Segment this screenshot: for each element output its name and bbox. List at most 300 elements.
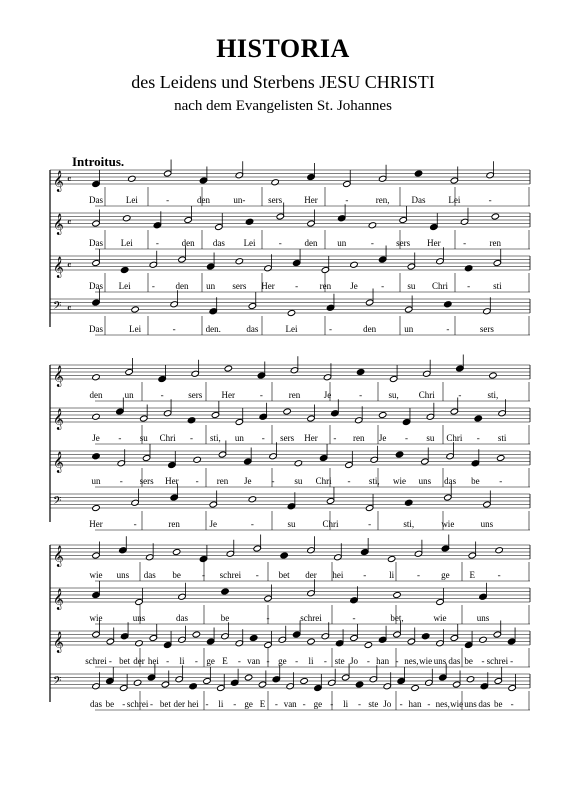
- lyric-syllable: ren,: [375, 195, 390, 205]
- lyric-syllable: -: [323, 656, 327, 666]
- lyric-syllable: su: [426, 433, 435, 443]
- note-head: [168, 461, 176, 468]
- lyric-syllable: wie: [433, 613, 447, 623]
- lyric-syllable: -: [467, 281, 471, 291]
- note-head: [218, 451, 226, 458]
- time-signature: 𝄴: [67, 175, 72, 186]
- note-head: [328, 679, 336, 686]
- lyric-syllable: uns: [116, 570, 130, 580]
- note-head: [257, 372, 265, 379]
- lyric-syllable: li: [218, 699, 224, 709]
- note-head: [507, 638, 515, 645]
- note-head: [249, 634, 257, 641]
- note-head: [290, 367, 298, 374]
- note-head: [466, 676, 474, 683]
- note-head: [334, 554, 342, 561]
- note-head: [120, 684, 128, 691]
- note-head: [307, 638, 315, 645]
- note-head: [106, 677, 114, 684]
- note-head: [356, 368, 364, 375]
- note-head: [337, 215, 345, 222]
- lyric-syllable: -: [266, 656, 270, 666]
- note-head: [393, 591, 401, 598]
- note-head: [350, 597, 358, 604]
- note-head: [393, 631, 401, 638]
- note-head: [361, 548, 369, 555]
- note-head: [178, 636, 186, 643]
- note-head: [483, 308, 491, 315]
- lyric-syllable: hei: [187, 699, 199, 709]
- note-head: [187, 417, 195, 424]
- lyric-syllable: -: [476, 433, 480, 443]
- lyric-syllable: Lei: [285, 324, 298, 334]
- lyric-syllable: der: [173, 699, 185, 709]
- lyric-syllable: Her: [261, 281, 275, 291]
- lyric-syllable: -: [405, 433, 409, 443]
- note-head: [191, 370, 199, 377]
- note-head: [287, 309, 295, 316]
- lyric-syllable: das: [176, 613, 188, 623]
- note-head: [421, 458, 429, 465]
- lyric-syllable: -: [499, 476, 503, 486]
- note-head: [496, 454, 504, 461]
- note-head: [175, 676, 183, 683]
- note-head: [92, 631, 100, 638]
- lyric-syllable: den.: [205, 324, 221, 334]
- lyric-syllable: -: [172, 324, 176, 334]
- lyric-syllable: sers: [139, 476, 154, 486]
- note-head: [471, 460, 479, 467]
- lyric-syllable: -: [259, 390, 263, 400]
- note-head: [287, 503, 295, 510]
- lyric-syllable: wie: [393, 476, 407, 486]
- note-head: [193, 456, 201, 463]
- lyric-syllable: den: [175, 281, 189, 291]
- lyric-syllable: uns: [476, 613, 490, 623]
- lyric-syllable: un: [404, 324, 414, 334]
- lyric-syllable: der: [133, 656, 145, 666]
- lyric-syllable: der: [305, 570, 317, 580]
- lyric-syllable: ste: [334, 656, 345, 666]
- note-head: [163, 410, 171, 417]
- note-head: [135, 598, 143, 605]
- lyric-syllable: den: [181, 238, 195, 248]
- note-head: [326, 497, 334, 504]
- lyric-syllable: uns: [480, 519, 494, 529]
- note-head: [444, 301, 452, 308]
- note-head: [163, 641, 171, 648]
- lyric-syllable: Her: [89, 519, 103, 529]
- lyric-syllable: be: [220, 613, 230, 623]
- lyric-syllable: be: [172, 570, 181, 580]
- lyric-syllable: -: [295, 281, 299, 291]
- lyric-syllable: -: [347, 476, 351, 486]
- lyric-syllable: Je: [92, 433, 100, 443]
- lyric-syllable: -: [510, 656, 514, 666]
- note-head: [286, 683, 294, 690]
- note-head: [199, 555, 207, 562]
- lyric-syllable: sti,: [403, 519, 415, 529]
- lyric-syllable: un: [337, 238, 347, 248]
- lyric-syllable: wie: [89, 570, 103, 580]
- note-head: [184, 216, 192, 223]
- lyric-syllable: ren: [288, 390, 301, 400]
- lyric-syllable: -: [195, 476, 199, 486]
- lyric-syllable: be: [105, 699, 115, 709]
- note-head: [92, 552, 100, 559]
- lyric-syllable: Je: [350, 281, 358, 291]
- lyric-syllable: bet: [119, 656, 131, 666]
- note-head: [456, 365, 464, 372]
- lyric-syllable: ge: [441, 570, 450, 580]
- lyric-syllable: -: [370, 238, 374, 248]
- lyric-syllable: -: [358, 699, 362, 709]
- note-head: [450, 408, 458, 415]
- note-head: [292, 631, 300, 638]
- note-head: [258, 681, 266, 688]
- lyric-syllable: E: [469, 570, 475, 580]
- time-signature: 𝄴: [67, 304, 72, 315]
- lyric-syllable: den: [89, 390, 103, 400]
- note-head: [414, 550, 422, 557]
- note-head: [493, 631, 501, 638]
- note-head: [147, 674, 155, 681]
- lyric-syllable: -: [368, 519, 372, 529]
- lyric-syllable: li: [389, 570, 395, 580]
- lyric-syllable: das: [212, 238, 225, 248]
- lyric-syllable: sti,: [487, 390, 499, 400]
- note-head: [135, 640, 143, 647]
- note-head: [474, 415, 482, 422]
- lyric-syllable: -: [151, 281, 155, 291]
- note-head: [117, 460, 125, 467]
- lyric-syllable: han: [376, 656, 390, 666]
- lyric-syllable: be: [494, 699, 503, 709]
- note-head: [436, 598, 444, 605]
- treble-clef-icon: 𝄞: [53, 257, 64, 278]
- lyric-syllable: sti,: [368, 476, 380, 486]
- lyric-syllable: wie: [89, 613, 103, 623]
- note-head: [253, 545, 261, 552]
- note-head: [341, 674, 349, 681]
- lyric-syllable: den: [197, 195, 210, 205]
- lyric-syllable: sers: [479, 324, 494, 334]
- note-head: [368, 222, 376, 229]
- note-head: [106, 638, 114, 645]
- note-head: [116, 408, 124, 415]
- lyric-syllable: das: [448, 656, 461, 666]
- note-head: [244, 458, 252, 465]
- note-head: [199, 177, 207, 184]
- lyric-syllable: -: [399, 699, 403, 709]
- lyric-syllable: uns: [132, 613, 146, 623]
- note-head: [292, 259, 300, 266]
- lyric-syllable: -: [381, 281, 385, 291]
- note-head: [508, 684, 516, 691]
- note-head: [172, 548, 180, 555]
- lyric-syllable: -: [352, 613, 356, 623]
- lyric-syllable: li: [308, 656, 314, 666]
- note-head: [321, 633, 329, 640]
- lyric-syllable: -: [366, 656, 370, 666]
- note-head: [131, 306, 139, 313]
- note-head: [498, 410, 506, 417]
- time-signature: 𝄴: [67, 218, 72, 229]
- lyric-syllable: ste: [368, 699, 379, 709]
- note-head: [211, 411, 219, 418]
- lyric-syllable: van: [283, 699, 297, 709]
- note-head: [178, 256, 186, 263]
- lyric-syllable: das: [143, 570, 156, 580]
- note-head: [489, 372, 497, 379]
- lyric-syllable: -: [149, 699, 153, 709]
- lyric-syllable: -: [395, 656, 399, 666]
- lyric-syllable: un-: [233, 195, 246, 205]
- lyric-syllable: li: [179, 656, 185, 666]
- lyric-syllable: su: [287, 519, 296, 529]
- treble-clef-icon: 𝄞: [53, 214, 64, 235]
- treble-clef-icon: 𝄞: [53, 409, 64, 430]
- lyric-syllable: un: [124, 390, 134, 400]
- lyric-syllable: Je: [209, 519, 218, 529]
- note-head: [495, 547, 503, 554]
- note-head: [122, 215, 130, 222]
- section-label: Introitus.: [72, 154, 125, 169]
- lyric-syllable: -: [274, 699, 278, 709]
- note-head: [149, 261, 157, 268]
- lyric-syllable: sers: [280, 433, 295, 443]
- lyric-syllable: nes,: [435, 699, 450, 709]
- lyric-syllable: -: [497, 570, 501, 580]
- lyric-syllable: Das: [411, 195, 426, 205]
- note-head: [402, 418, 410, 425]
- lyric-syllable: Chri: [322, 519, 339, 529]
- treble-clef-icon: 𝄞: [53, 452, 64, 473]
- lyric-syllable: -: [271, 476, 275, 486]
- note-head: [120, 633, 128, 640]
- note-head: [319, 454, 327, 461]
- note-head: [170, 301, 178, 308]
- page-subtitle-secondary: nach dem Evangelisten St. Johannes: [174, 98, 392, 114]
- lyric-syllable: Her: [304, 433, 318, 443]
- note-head: [397, 677, 405, 684]
- lyric-syllable: das: [478, 699, 491, 709]
- note-head: [326, 304, 334, 311]
- note-head: [280, 552, 288, 559]
- note-head: [248, 496, 256, 503]
- note-head: [486, 172, 494, 179]
- treble-clef-icon: 𝄞: [53, 632, 64, 653]
- note-head: [479, 636, 487, 643]
- lyric-syllable: -: [481, 656, 485, 666]
- note-head: [321, 266, 329, 273]
- lyric-syllable: ren: [168, 519, 180, 529]
- note-head: [378, 411, 386, 418]
- note-head: [407, 638, 415, 645]
- note-head: [92, 220, 100, 227]
- note-head: [206, 263, 214, 270]
- page-title: HISTORIA: [216, 34, 350, 63]
- note-head: [264, 265, 272, 272]
- note-head: [307, 220, 315, 227]
- lyric-syllable: -: [237, 656, 241, 666]
- lyric-syllable: schrei: [300, 613, 322, 623]
- note-head: [163, 170, 171, 177]
- lyric-syllable: -: [194, 656, 198, 666]
- note-head: [271, 179, 279, 186]
- lyric-syllable: -: [488, 195, 492, 205]
- note-head: [355, 681, 363, 688]
- lyric-syllable: hei: [332, 570, 344, 580]
- lyric-syllable: Chri: [315, 476, 332, 486]
- note-head: [387, 555, 395, 562]
- note-head: [335, 640, 343, 647]
- lyric-syllable: ge: [278, 656, 287, 666]
- lyric-syllable: Das: [89, 281, 103, 291]
- note-head: [244, 674, 252, 681]
- note-head: [331, 410, 339, 417]
- note-head: [343, 180, 351, 187]
- note-head: [364, 641, 372, 648]
- lyric-syllable: su: [407, 281, 416, 291]
- note-head: [170, 494, 178, 501]
- lyric-syllable: -: [233, 699, 237, 709]
- lyric-syllable: ge: [244, 699, 253, 709]
- lyric-syllable: ge: [206, 656, 215, 666]
- lyric-syllable: Je: [323, 390, 332, 400]
- note-head: [133, 679, 141, 686]
- lyric-syllable: Chri: [446, 433, 463, 443]
- note-head: [411, 684, 419, 691]
- lyric-syllable: sers: [396, 238, 411, 248]
- note-head: [125, 368, 133, 375]
- note-head: [259, 413, 267, 420]
- note-head: [378, 636, 386, 643]
- note-head: [245, 218, 253, 225]
- note-head: [92, 453, 100, 460]
- lyric-syllable: -: [417, 570, 420, 580]
- note-head: [468, 552, 476, 559]
- treble-clef-icon: 𝄞: [53, 546, 64, 567]
- note-head: [226, 550, 234, 557]
- note-head: [140, 415, 148, 422]
- lyric-syllable: Jo: [349, 656, 359, 666]
- note-head: [230, 679, 238, 686]
- lyric-syllable: ren: [216, 476, 229, 486]
- note-head: [209, 501, 217, 508]
- lyric-syllable: schrei: [219, 570, 242, 580]
- treble-clef-icon: 𝄞: [53, 366, 64, 387]
- note-head: [192, 631, 200, 638]
- lyric-syllable: -: [166, 195, 170, 205]
- lyric-syllable: wie: [450, 699, 464, 709]
- note-head: [350, 634, 358, 641]
- lyric-syllable: bet,: [390, 613, 404, 623]
- lyric-syllable: -: [133, 519, 137, 529]
- note-head: [389, 375, 397, 382]
- note-head: [436, 258, 444, 265]
- lyric-syllable: Chri: [431, 281, 449, 291]
- note-head: [480, 683, 488, 690]
- note-head: [426, 413, 434, 420]
- lyric-syllable: Chri: [159, 433, 176, 443]
- lyric-syllable: be: [471, 476, 480, 486]
- note-head: [464, 641, 472, 648]
- note-head: [452, 681, 460, 688]
- lyric-syllable: Her: [304, 195, 318, 205]
- note-head: [464, 265, 472, 272]
- lyric-syllable: -: [190, 433, 194, 443]
- lyric-syllable: -: [363, 570, 367, 580]
- lyric-syllable: hei: [147, 656, 159, 666]
- lyric-syllable: bet: [159, 699, 171, 709]
- lyric-syllable: be: [464, 656, 473, 666]
- lyric-syllable: Jo: [383, 699, 392, 709]
- lyric-syllable: -: [427, 699, 431, 709]
- note-head: [283, 408, 291, 415]
- note-head: [444, 494, 452, 501]
- lyric-syllable: -: [302, 699, 306, 709]
- treble-clef-icon: 𝄞: [53, 171, 64, 192]
- note-head: [128, 175, 136, 182]
- note-head: [278, 636, 286, 643]
- lyric-syllable: -: [329, 324, 333, 334]
- lyric-syllable: van: [247, 656, 261, 666]
- lyric-syllable: -: [278, 238, 282, 248]
- note-head: [436, 640, 444, 647]
- note-head: [404, 499, 412, 506]
- note-head: [119, 547, 127, 554]
- note-head: [92, 591, 100, 598]
- note-head: [307, 590, 315, 597]
- lyric-syllable: un: [206, 281, 216, 291]
- note-head: [446, 453, 454, 460]
- note-head: [142, 454, 150, 461]
- note-head: [92, 683, 100, 690]
- lyric-syllable: den: [304, 238, 318, 248]
- lyric-syllable: uns: [433, 656, 447, 666]
- note-head: [294, 460, 302, 467]
- lyric-syllable: han: [408, 699, 422, 709]
- lyric-syllable: Das: [89, 238, 103, 248]
- lyric-syllable: su: [294, 476, 303, 486]
- lyric-syllable: Lei: [120, 238, 133, 248]
- lyric-syllable: -: [155, 238, 159, 248]
- note-head: [300, 677, 308, 684]
- note-head: [450, 634, 458, 641]
- note-head: [399, 216, 407, 223]
- lyric-syllable: -: [250, 519, 254, 529]
- lyric-syllable: ge: [313, 699, 323, 709]
- note-head: [235, 418, 243, 425]
- note-head: [209, 308, 217, 315]
- note-head: [345, 461, 353, 468]
- lyric-syllable: -: [255, 570, 259, 580]
- lyric-syllable: schrei: [126, 699, 149, 709]
- note-head: [92, 374, 100, 381]
- lyric-syllable: sti,: [210, 433, 221, 443]
- lyric-syllable: den: [363, 324, 377, 334]
- note-head: [276, 213, 284, 220]
- note-head: [441, 545, 449, 552]
- lyric-syllable: Lei: [129, 324, 142, 334]
- lyric-syllable: -: [119, 476, 123, 486]
- note-head: [92, 299, 100, 306]
- lyric-syllable: E: [259, 699, 266, 709]
- lyric-syllable: Her: [427, 238, 441, 248]
- lyric-syllable: un: [91, 476, 101, 486]
- lyric-syllable: das: [90, 699, 102, 709]
